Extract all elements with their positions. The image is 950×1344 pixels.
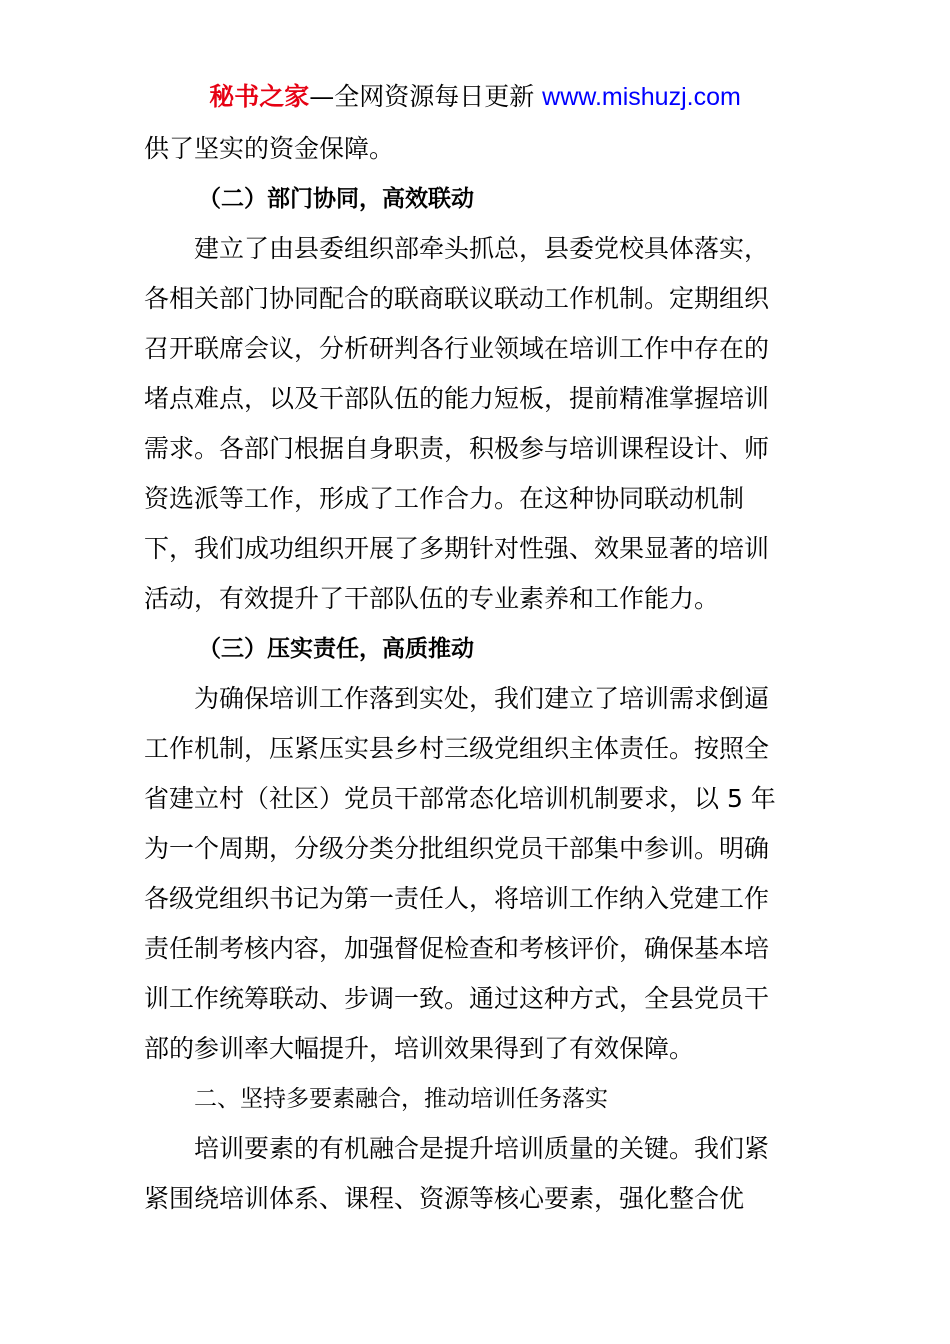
subheading: （三）压实责任，高质推动 [198, 636, 474, 662]
paragraph-line: 训工作统筹联动、步调一致。通过这种方式，全县党员干 [144, 984, 770, 1013]
paragraph-line: 活动，有效提升了干部队伍的专业素养和工作能力。 [144, 584, 720, 613]
site-url-link[interactable]: www.mishuzj.com [542, 83, 741, 111]
paragraph-line: 紧围绕培训体系、课程、资源等核心要素，强化整合优 [144, 1184, 745, 1213]
paragraph-line: 各相关部门协同配合的联商联议联动工作机制。定期组织 [144, 284, 770, 313]
paragraph-line: 堵点难点，以及干部队伍的能力短板，提前精准掌握培训 [144, 384, 770, 413]
document-body [144, 124, 808, 1224]
paragraph-line: 省建立村（社区）党员干部常态化培训机制要求，以 5 年 [144, 784, 776, 813]
paragraph-line: 工作机制，压紧压实县乡村三级党组织主体责任。按照全 [144, 734, 770, 763]
paragraph-line: 供了坚实的资金保障。 [144, 134, 395, 163]
section-heading: 二、坚持多要素融合，推动培训任务落实 [194, 1086, 608, 1112]
paragraph-line: 资选派等工作，形成了工作合力。在这种协同联动机制 [144, 484, 745, 513]
paragraph-line: 召开联席会议，分析研判各行业领域在培训工作中存在的 [144, 334, 770, 363]
paragraph-line: 责任制考核内容，加强督促检查和考核评价，确保基本培 [144, 934, 770, 963]
paragraph-line: 建立了由县委组织部牵头抓总，县委党校具体落实， [194, 234, 770, 263]
paragraph-line: 需求。各部门根据自身职责，积极参与培训课程设计、师 [144, 434, 770, 463]
paragraph-line: 为一个周期，分级分类分批组织党员干部集中参训。明确 [144, 834, 770, 863]
paragraph-line: 各级党组织书记为第一责任人，将培训工作纳入党建工作 [144, 884, 770, 913]
subheading: （二）部门协同，高效联动 [198, 186, 474, 212]
site-tagline: —全网资源每日更新 [309, 82, 543, 111]
paragraph-line: 为确保培训工作落到实处，我们建立了培训需求倒逼 [194, 684, 770, 713]
site-brand: 秘书之家 [209, 82, 310, 111]
paragraph-line: 下，我们成功组织开展了多期针对性强、效果显著的培训 [144, 534, 770, 563]
site-header [0, 80, 950, 114]
paragraph-line: 培训要素的有机融合是提升培训质量的关键。我们紧 [194, 1134, 770, 1163]
paragraph-line: 部的参训率大幅提升，培训效果得到了有效保障。 [144, 1034, 695, 1063]
